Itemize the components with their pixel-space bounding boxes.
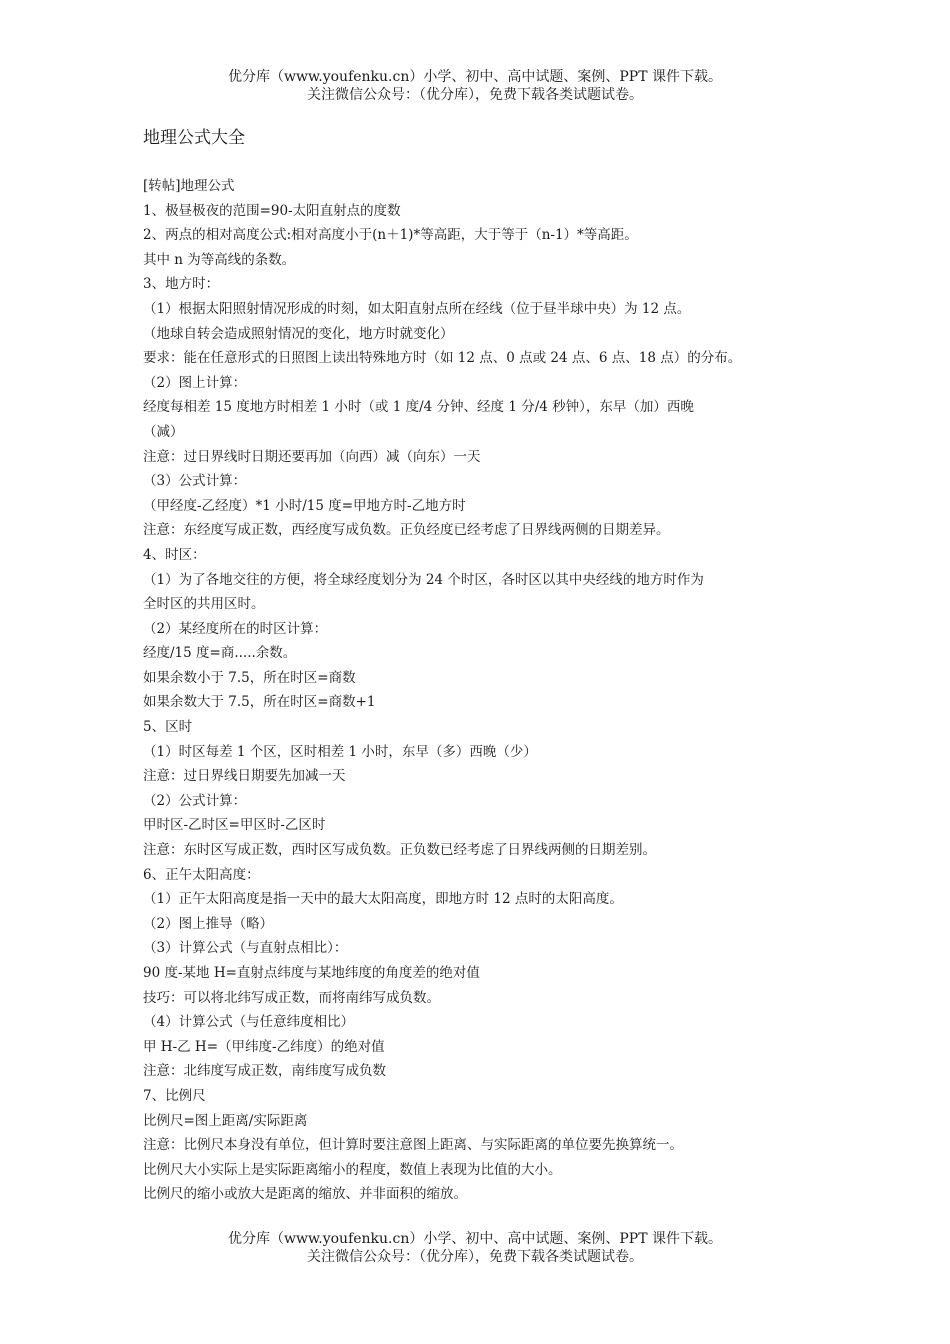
header-line-1: 优分库（www.youfenku.cn）小学、初中、高中试题、案例、PPT 课件下载。	[227, 69, 722, 85]
text-line: 注意：东经度写成正数，西经度写成负数。正负经度已经考虑了日界线两侧的日期差异。	[143, 522, 670, 539]
text-line: （1）根据太阳照射情况形成的时刻，如太阳直射点所在经线（位于昼半球中央）为 12 点。	[143, 300, 691, 317]
text-line: （3）公式计算：	[143, 473, 247, 490]
page-footer	[0, 1230, 950, 1266]
text-line: 注意：东时区写成正数，西时区写成负数。正负数已经考虑了日界线两侧的日期差别。	[143, 842, 656, 859]
text-line: 注意：比例尺本身没有单位，但计算时要注意图上距离、与实际距离的单位要先换算统一。	[143, 1137, 683, 1154]
text-line: 甲 H-乙 H=（甲纬度-乙纬度）的绝对值	[143, 1038, 385, 1055]
text-line: （1）时区每差 1 个区，区时相差 1 小时，东早（多）西晚（少）	[143, 743, 537, 760]
text-line: 1、极昼极夜的范围=90-太阳直射点的度数	[143, 202, 401, 219]
text-line: 比例尺大小实际上是实际距离缩小的程度，数值上表现为比值的大小。	[143, 1161, 562, 1178]
text-line: 甲时区-乙时区=甲区时-乙区时	[143, 817, 326, 834]
text-line: 比例尺=图上距离/实际距离	[143, 1112, 308, 1129]
text-line: 如果余数小于 7.5，所在时区=商数	[143, 669, 356, 686]
text-line: 5、区时	[143, 719, 193, 736]
text-line: 90 度-某地 H=直射点纬度与某地纬度的角度差的绝对值	[143, 965, 480, 981]
text-line: （2）图上计算：	[143, 374, 247, 391]
text-line: 注意：北纬度写成正数，南纬度写成负数	[143, 1063, 386, 1080]
text-line: （1）为了各地交往的方便，将全球经度划分为 24 个时区，各时区以其中央经线的地方时作为	[143, 571, 704, 588]
text-line: （2）公式计算：	[143, 792, 247, 809]
text-line: [转帖]地理公式	[143, 178, 235, 194]
text-line: 全时区的共用区时。	[143, 596, 265, 613]
text-line: 如果余数大于 7.5，所在时区=商数+1	[143, 694, 376, 711]
page-header	[0, 68, 950, 104]
text-line: 其中 n 为等高线的条数。	[143, 251, 296, 268]
footer-line-2: 关注微信公众号：（优分库），免费下载各类试题试卷。	[307, 1249, 643, 1265]
footer-line-1: 优分库（www.youfenku.cn）小学、初中、高中试题、案例、PPT 课件下载。	[227, 1231, 722, 1247]
text-line: 技巧：可以将北纬写成正数，而将南纬写成负数。	[143, 989, 440, 1006]
text-line: 3、地方时：	[143, 276, 220, 293]
document-title: 地理公式大全	[143, 128, 245, 148]
text-line: （3）计算公式（与直射点相比）：	[143, 940, 348, 957]
text-line: 7、比例尺	[143, 1087, 206, 1104]
document-body	[143, 174, 833, 1207]
text-line: （减）	[143, 423, 184, 440]
text-line: 经度/15 度=商.....余数。	[143, 645, 297, 662]
text-line: 经度每相差 15 度地方时相差 1 小时（或 1 度/4 分钟、经度 1 分/4 秒钟），东早（加）西晚	[143, 399, 694, 416]
text-line: 要求：能在任意形式的日照图上读出特殊地方时（如 12 点、0 点或 24 点、6 点、18 点）的分布。	[143, 350, 742, 367]
text-line: 比例尺的缩小或放大是距离的缩放、并非面积的缩放。	[143, 1186, 467, 1203]
text-line: 4、时区：	[143, 546, 206, 563]
text-line: 6、正午太阳高度：	[143, 866, 260, 883]
text-line: （甲经度-乙经度）*1 小时/15 度=甲地方时-乙地方时	[143, 497, 466, 514]
text-line: （4）计算公式（与任意纬度相比）	[143, 1014, 355, 1031]
text-line: （2）某经度所在的时区计算：	[143, 620, 328, 637]
text-line: （1）正午太阳高度是指一天中的最大太阳高度，即地方时 12 点时的太阳高度。	[143, 891, 623, 908]
text-line: 2、两点的相对高度公式:相对高度小于(n＋1)*等高距，大于等于（n-1）*等高距。	[143, 227, 638, 244]
text-line: （地球自转会造成照射情况的变化，地方时就变化）	[143, 325, 454, 342]
text-line: 注意：过日界线时日期还要再加（向西）减（向东）一天	[143, 448, 481, 465]
header-line-2: 关注微信公众号：（优分库），免费下载各类试题试卷。	[307, 87, 643, 103]
text-line: 注意：过日界线日期要先加减一天	[143, 768, 346, 785]
text-line: （2）图上推导（略）	[143, 915, 274, 932]
